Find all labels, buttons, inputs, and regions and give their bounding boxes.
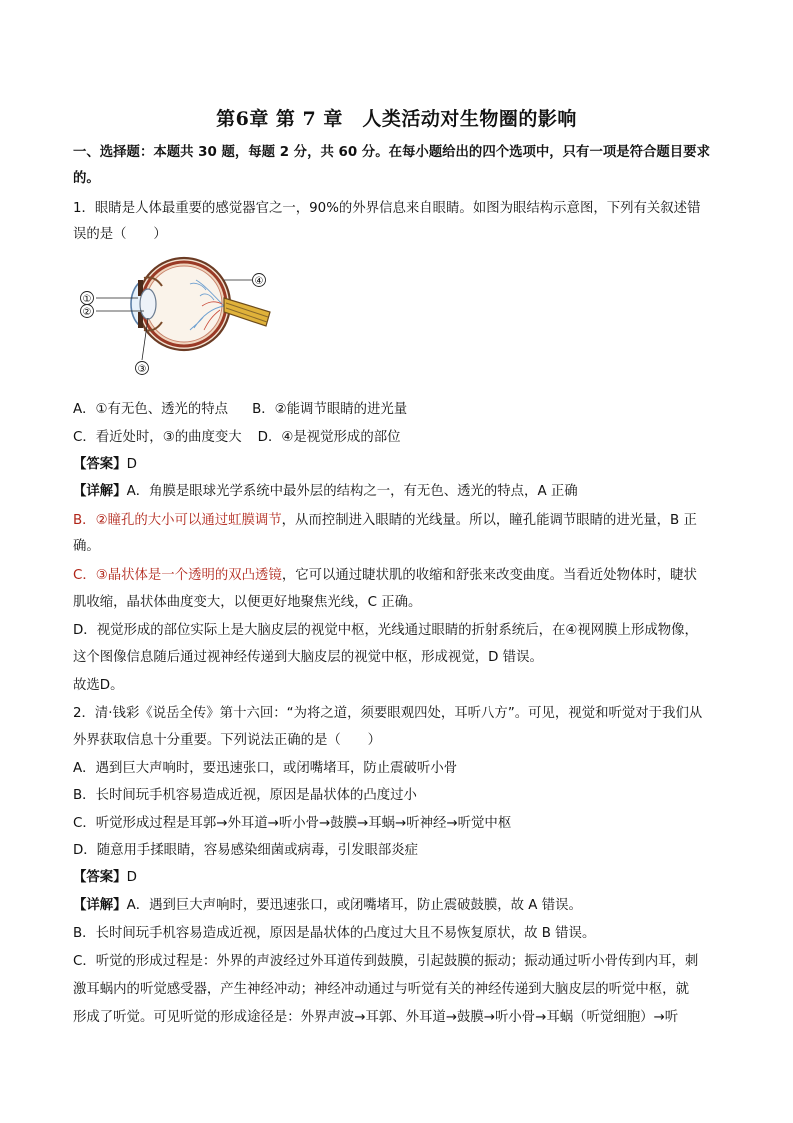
- q1-explain-tag: 【详解】: [73, 484, 127, 499]
- q1-explain-b-line-1: [73, 511, 733, 531]
- q2-explain-b: B．长时间玩手机容易造成近视，原因是晶状体的凸度过大且不易恢复原状，故 B 错误。: [73, 926, 596, 941]
- q2-stem-line-2: 外界获取信息十分重要。下列说法正确的是（ ）: [73, 733, 381, 748]
- q2-answer-tag: 【答案】: [73, 870, 127, 885]
- q1-answer-value: D: [126, 457, 137, 472]
- q2-stem-line-1: 2．清·钱彩《说岳全传》第十六回：“为将之道，须要眼观四处，耳听八方”。可见，视觉和听觉对于我们从: [73, 706, 703, 721]
- figure-label-1: ①: [82, 294, 92, 305]
- q2-option-a: A．遇到巨大声响时，要迅速张口，或闭嘴堵耳，防止震破听小骨: [73, 761, 458, 776]
- q1-option-d: D．④是视觉形成的部位: [257, 430, 401, 445]
- q1-conclusion: 故选D。: [73, 678, 124, 693]
- q1-explain-c-rest: ，它可以通过睫状肌的收缩和舒张来改变曲度。当看近处物体时，睫状: [281, 568, 697, 583]
- section-instruction-line-1: 一、选择题：本题共 30 题，每题 2 分，共 60 分。在每小题给出的四个选项中，只有一项是符合题目要求: [73, 145, 710, 160]
- eye-structure-figure: [74, 256, 274, 376]
- q1-stem-line-2: 误的是（ ）: [73, 227, 167, 242]
- q1-option-b: B．②能调节眼睛的进光量: [252, 402, 408, 417]
- figure-label-2: ②: [82, 307, 92, 318]
- optic-nerve: [224, 298, 270, 326]
- q1-option-a: A．①有无色、透光的特点: [73, 402, 229, 417]
- q2-answer-value: D: [126, 870, 137, 885]
- q2-option-c: C．听觉形成过程是耳郭→外耳道→听小骨→鼓膜→耳蜗→听神经→听觉中枢: [73, 816, 512, 831]
- q2-explain-tag: 【详解】: [73, 898, 127, 913]
- q1-answer: [73, 455, 733, 475]
- q2-explain-c-line-2: 激耳蜗内的听觉感受器，产生神经冲动；神经冲动通过与听觉有关的神经传递到大脑皮层的听觉中枢，就: [73, 982, 689, 997]
- q2-explain-c-line-1: C．听觉的形成过程是：外界的声波经过外耳道传到鼓膜，引起鼓膜的振动；振动通过听小骨传到内耳，刺: [73, 954, 699, 969]
- q1-explain-c-highlight: C．③晶状体是一个透明的双凸透镜: [73, 568, 282, 583]
- q2-answer: [73, 868, 733, 888]
- q2-explain-a: [73, 896, 733, 916]
- q1-explain-b-rest: ，从而控制进入眼睛的光线量。所以，瞳孔能调节眼睛的进光量，B 正: [281, 513, 697, 528]
- q1-stem-line-1: 1．眼睛是人体最重要的感觉器官之一，90%的外界信息来自眼睛。如图为眼结构示意图，下列有关叙述错: [73, 201, 701, 216]
- q1-option-c: C．看近处时，③的曲度变大: [73, 430, 242, 445]
- q1-explain-a: [73, 482, 733, 502]
- q1-explain-d-line-1: D．视觉形成的部位实际上是大脑皮层的视觉中枢，光线通过眼睛的折射系统后，在④视网膜上形成物像，: [73, 623, 698, 638]
- q1-options-row-1: [73, 400, 733, 420]
- section-instruction-line-2: 的。: [73, 171, 100, 186]
- q1-explain-b-line-2: 确。: [73, 539, 100, 554]
- q2-option-d: D．随意用手揉眼睛，容易感染细菌或病毒，引发眼部炎症: [73, 843, 419, 858]
- q1-options-row-2: [73, 428, 733, 448]
- q2-option-b: B．长时间玩手机容易造成近视，原因是晶状体的凸度过小: [73, 788, 417, 803]
- lens: [140, 289, 156, 319]
- q1-explain-a-text: A．角膜是眼球光学系统中最外层的结构之一，有无色、透光的特点，A 正确: [126, 484, 578, 499]
- q1-explain-b-highlight: B．②瞳孔的大小可以通过虹膜调节: [73, 513, 282, 528]
- q1-answer-tag: 【答案】: [73, 457, 127, 472]
- q1-explain-d-line-2: 这个图像信息随后通过视神经传递到大脑皮层的视觉中枢，形成视觉，D 错误。: [73, 650, 543, 665]
- figure-label-3: ③: [137, 364, 147, 375]
- page-title: 第6章 第 7 章 人类活动对生物圈的影响: [216, 108, 577, 130]
- eye-vitreous: [146, 266, 222, 342]
- figure-label-4: ④: [254, 276, 264, 287]
- q1-explain-c-line-2: 肌收缩，晶状体曲度变大，以便更好地聚焦光线，C 正确。: [73, 595, 422, 610]
- q2-explain-a-text: A．遇到巨大声响时，要迅速张口，或闭嘴堵耳，防止震破鼓膜，故 A 错误。: [126, 898, 582, 913]
- q2-explain-c-line-3: 形成了听觉。可见听觉的形成途径是：外界声波→耳郭、外耳道→鼓膜→听小骨→耳蜗（听觉细胞）→听: [73, 1010, 679, 1025]
- q1-explain-c-line-1: [73, 566, 733, 586]
